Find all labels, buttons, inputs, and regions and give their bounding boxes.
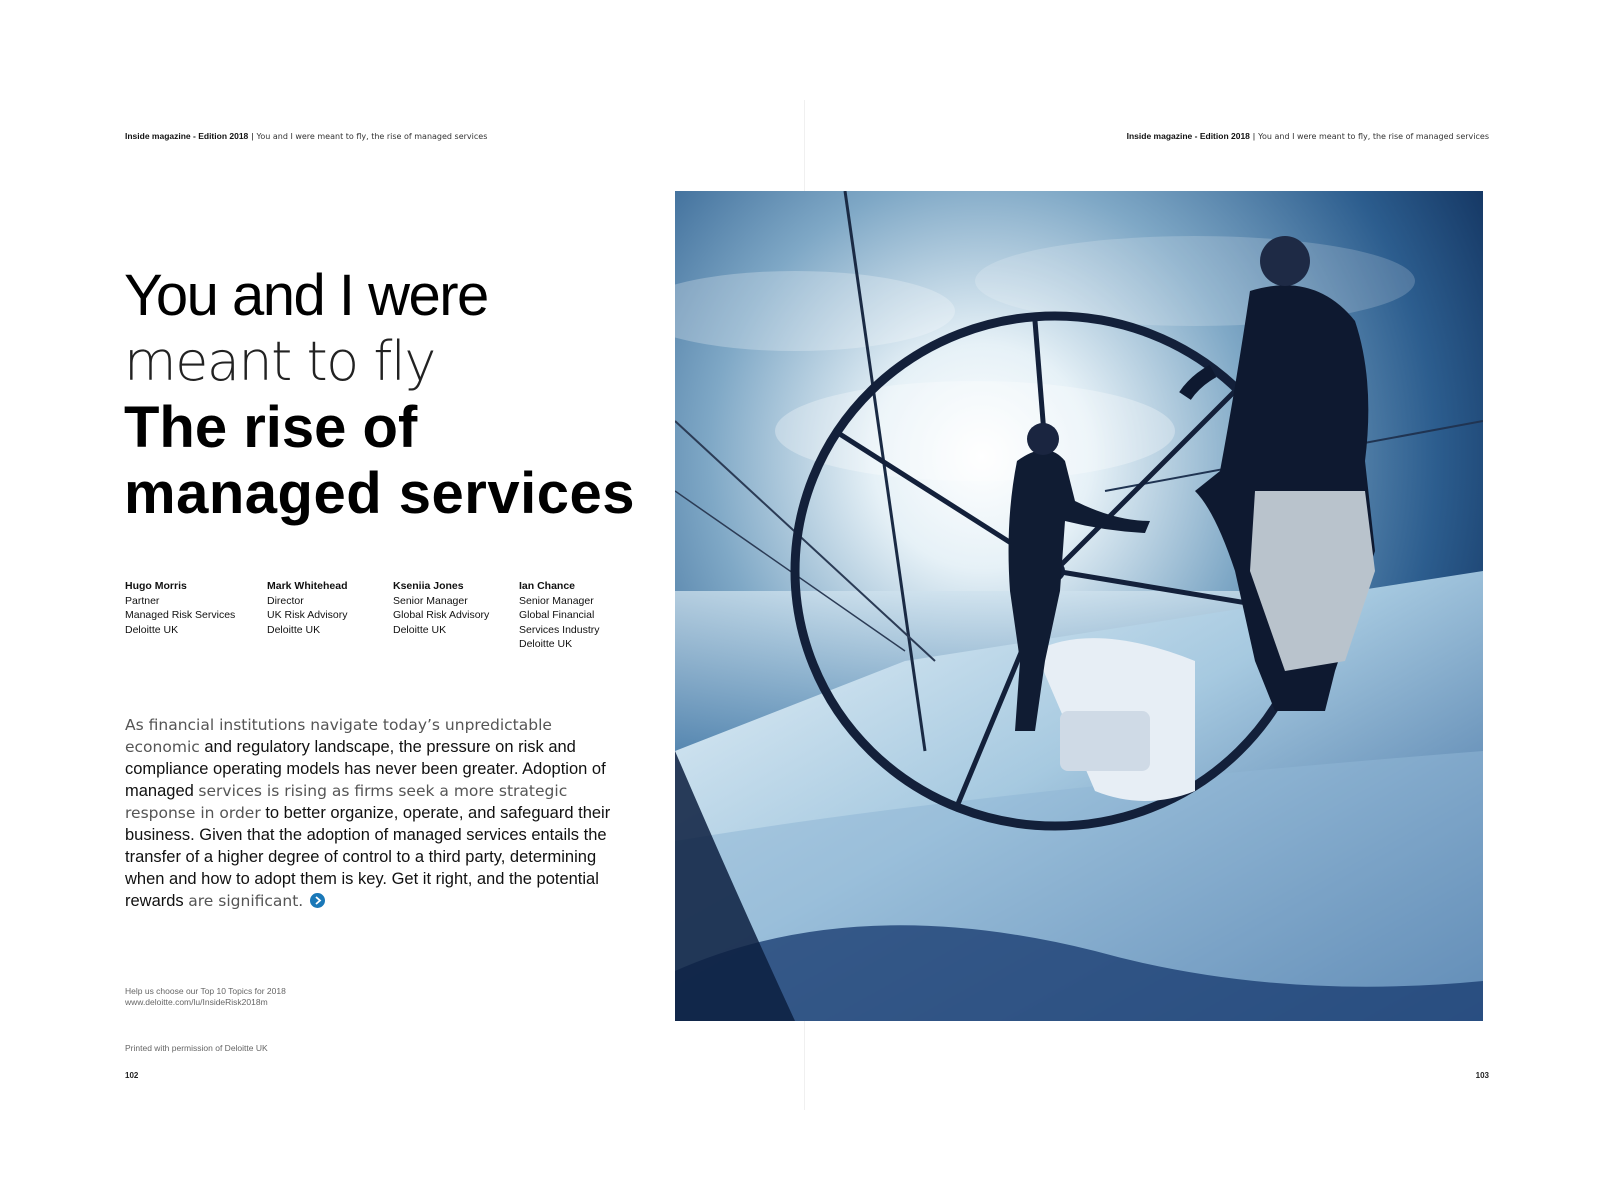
title-line-4: managed services <box>124 461 635 526</box>
permission-note: Printed with permission of Deloitte UK <box>125 1043 268 1053</box>
magazine-name: Inside magazine - Edition 2018 <box>125 131 249 141</box>
author-mark-whitehead <box>267 579 348 637</box>
intro-text-2: and regulatory landscape, the pressure on risk and compliance operating models has never been greater. Adoption of managed <box>125 738 606 800</box>
survey-note <box>125 986 286 1008</box>
page-number-left: 102 <box>125 1071 139 1080</box>
article-title <box>124 263 684 527</box>
title-line-2: meant to fly <box>124 330 435 393</box>
intro-text-3: services is rising as firms seek a more strategic response in order <box>125 782 568 822</box>
author-firm: Deloitte UK <box>393 623 447 636</box>
author-department: Global Financial <box>519 609 595 621</box>
author-department: Managed Risk Services <box>125 609 236 621</box>
author-name: Ian Chance <box>519 580 576 592</box>
author-firm: Deloitte UK <box>267 623 321 636</box>
author-name: Mark Whitehead <box>267 580 348 592</box>
magazine-name: Inside magazine - Edition 2018 <box>1126 131 1250 141</box>
author-role: Senior Manager <box>519 594 594 607</box>
header-separator: | <box>251 131 254 141</box>
author-department: Global Risk Advisory <box>393 609 490 621</box>
header-separator: | <box>1252 131 1256 141</box>
chevron-right-circle-icon[interactable] <box>310 893 325 908</box>
author-name: Hugo Morris <box>125 580 187 592</box>
intro-text-1: As financial institutions navigate today’s unpredictable economic <box>125 716 552 756</box>
author-role: Director <box>267 594 304 607</box>
author-department-2: Services Industry <box>519 623 600 636</box>
page-number-right: 103 <box>1475 1071 1489 1080</box>
survey-link[interactable]: www.deloitte.com/lu/InsideRisk2018m <box>125 997 268 1007</box>
author-role: Partner <box>125 594 160 607</box>
sailing-photo <box>675 191 1483 1021</box>
intro-paragraph <box>125 714 615 912</box>
title-line-1: You and I were <box>124 263 488 328</box>
author-ian-chance <box>519 579 600 652</box>
sailing-photo-illustration <box>675 191 1483 1021</box>
title-line-3: The rise of <box>124 395 418 460</box>
author-department: UK Risk Advisory <box>267 609 348 621</box>
author-kseniia-jones <box>393 579 489 637</box>
intro-text-4: to better organize, operate, and safeguard their business. Given that the adoption of managed services entails the transfer of a higher degree of control to a third party, determining when and how to adopt them is key. Get it right, and the potential rewards <box>125 804 611 910</box>
running-header-right <box>1127 131 1489 141</box>
article-subtitle: You and I were meant to fly, the rise of managed services <box>1258 132 1489 141</box>
intro-text-5: are significant. <box>188 892 304 910</box>
author-role: Senior Manager <box>393 594 468 607</box>
survey-note-text: Help us choose our Top 10 Topics for 2018 <box>125 986 286 996</box>
author-firm: Deloitte UK <box>125 623 179 636</box>
author-name: Kseniia Jones <box>393 580 464 592</box>
author-hugo-morris <box>125 579 235 637</box>
running-header-left <box>125 131 487 141</box>
article-subtitle: You and I were meant to fly, the rise of managed services <box>256 132 488 141</box>
author-firm: Deloitte UK <box>519 638 573 650</box>
